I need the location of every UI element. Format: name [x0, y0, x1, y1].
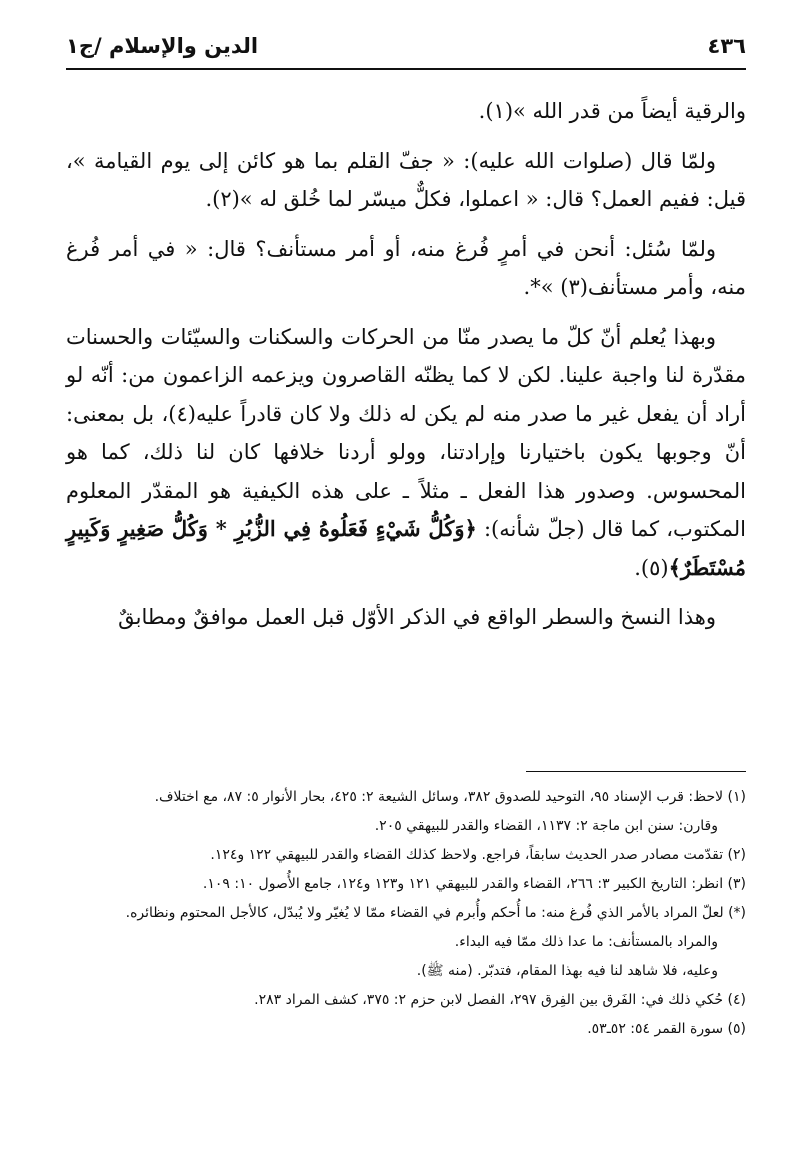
paragraph-2: ولمّا قال (صلوات الله عليه): « جفّ القلم بما هو كائن إلى يوم القيامة »، قيل: ففيم العمل؟ قال: « اعملوا، فكلٌّ ميسّر لما خُلق له »(٢).	[66, 148, 746, 211]
paragraph-4-text: وبهذا يُعلم أنّ كلّ ما يصدر منّا من الحركات والسكنات والسيّئات والحسنات مقدّرة لنا واجبة علينا. لكن لا كما يظنّه القاصرون ويزعمه الزاعمون من: أنّه لو أراد أن يفعل غير ما صدر منه لم يكن له ذلك ولا كان قادراً عليه(٤)، بل بمعنى: أنّ وجوبها يكون باختيارنا وإرادتنا، وولو أردنا خلافها كان لنا ذلك، كما هو المحسوس. وصدور هذا الفعل ـ مثلاً ـ على هذه الكيفية هو المقدّر المعلوم المكتوب، كما قال (جلّ شأنه):	[66, 324, 746, 541]
paragraph-4	[66, 318, 746, 588]
footnote-star: (*) لعلّ المراد بالأمر الذي فُرغ منه: ما أُحكم وأُبرم في القضاء ممّا لا يُغيّر ولا يُبدّل، كالأجل المحتوم ونظائره.	[125, 905, 746, 921]
footnote-2: (٢) تقدّمت مصادر صدر الحديث سابقاً، فراجع. ولاحظ كذلك القضاء والقدر للبيهقي ١٢٢ و١٢٤.	[210, 847, 746, 863]
running-title: الدين والإسلام /ج١	[66, 34, 259, 58]
footnote-1: (١) لاحظ: قرب الإسناد ٩٥، التوحيد للصدوق ٣٨٢، وسائل الشيعة ٢: ٤٢٥، بحار الأنوار ٥: ٨٧، مع اختلاف.	[154, 789, 746, 805]
quran-ref: (٥).	[634, 555, 669, 580]
quran-verse: ﴿وَكُلُّ شَيْءٍ فَعَلُوهُ فِي الزُّبُرِ * وَكُلُّ صَغِيرٍ وَكَبِيرٍ مُسْتَطَرٌ﴾	[66, 516, 746, 580]
footnote-star-continued-1: والمراد بالمستأنف: ما عدا ذلك ممّا فيه البداء.	[454, 934, 718, 950]
footnote-1-continued: وقارن: سنن ابن ماجة ٢: ١١٣٧، القضاء والقدر للبيهقي ٢٠٥.	[374, 818, 718, 834]
footnote-star-continued-2: وعليه، فلا شاهد لنا فيه بهذا المقام، فتدبّر. (منه ﷺ).	[416, 963, 718, 979]
paragraph-1: والرقية أيضاً من قدر الله »(١).	[478, 99, 746, 123]
footnote-3: (٣) انظر: التاريخ الكبير ٣: ٢٦٦، القضاء والقدر للبيهقي ١٢١ و١٢٣ و١٢٤، جامع الأُصول ١٠: ١٠٩.	[202, 876, 746, 892]
paragraph-5: وهذا النسخ والسطر الواقع في الذكر الأوّل قبل العمل موافقٌ ومطابقٌ	[118, 605, 716, 629]
paragraph-3: ولمّا سُئل: أنحن في أمرٍ فُرغ منه، أو أمر مستأنف؟ قال: « في أمر فُرغ منه، وأمر مستأنف(٣) »*.	[66, 236, 746, 299]
footnote-4: (٤) حُكي ذلك في: الفَرق بين الفِرق ٢٩٧، الفصل لابن حزم ٢: ٣٧٥، كشف المراد ٢٨٣.	[254, 992, 746, 1008]
header-rule	[66, 68, 746, 70]
footnote-separator	[526, 771, 746, 772]
main-text	[66, 92, 746, 648]
page-number: ٤٣٦	[707, 34, 746, 58]
footnotes	[66, 788, 746, 1049]
footnote-5: (٥) سورة القمر ٥٤: ٥٢ـ٥٣.	[587, 1021, 746, 1037]
page-header	[66, 24, 746, 68]
